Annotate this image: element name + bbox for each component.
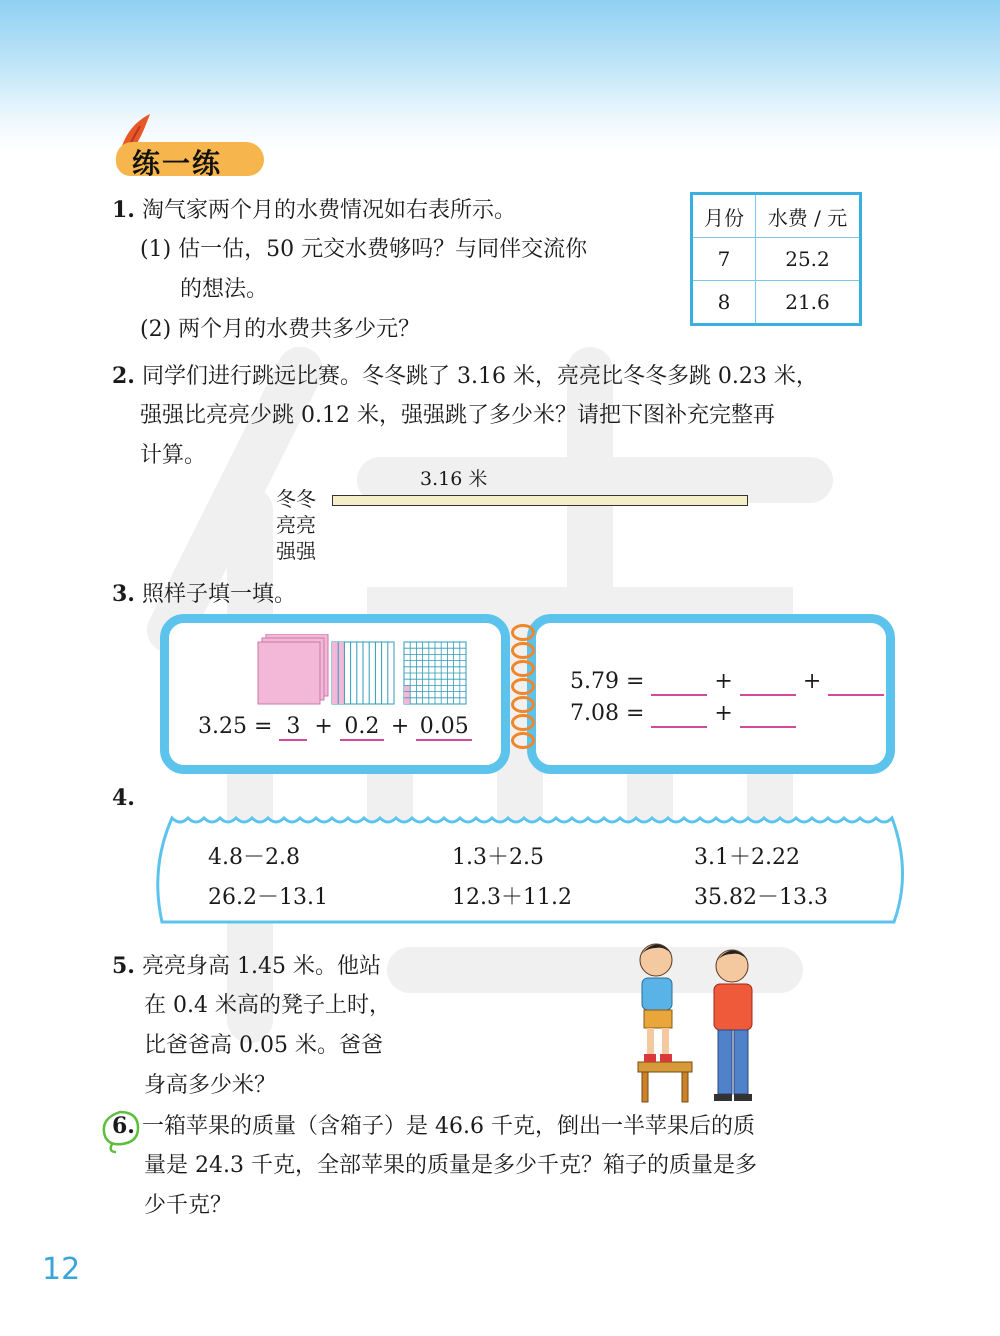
exercise1-lhs: 5.79 <box>570 669 619 694</box>
title-text: 练一练 <box>132 147 223 180</box>
q2-line3: 计算。 <box>140 443 207 468</box>
question-3 <box>112 574 296 615</box>
binder-ring <box>511 714 535 731</box>
answer-blank[interactable] <box>828 669 884 696</box>
table-header-fee: 水费 / 元 <box>756 194 861 238</box>
example-lhs: 3.25 <box>198 714 247 739</box>
binder-ring <box>511 732 535 749</box>
binder-ring <box>511 660 535 677</box>
table-cell: 8 <box>692 281 756 325</box>
binder-ring <box>511 696 535 713</box>
q1-sub1-line2: 的想法。 <box>180 277 269 302</box>
calc-item: 3.1＋2.22 <box>694 845 800 870</box>
answer-blank[interactable] <box>651 701 707 728</box>
q6-line1: 一箱苹果的质量（含箱子）是 46.6 千克，倒出一半苹果后的质 <box>141 1114 755 1139</box>
table-cell: 25.2 <box>756 238 861 281</box>
q3-number: 3. <box>112 581 135 607</box>
q1-sub2 <box>140 310 420 350</box>
exercise2-plus: + <box>714 701 733 726</box>
exercise-equation-1 <box>570 669 884 696</box>
example-eq: = <box>253 714 273 739</box>
q5-line4: 身高多少米？ <box>144 1073 277 1098</box>
example-answer-c: 0.05 <box>416 714 472 741</box>
q3-text: 照样子填一填。 <box>141 582 296 607</box>
q5-line3: 比爸爸高 0.05 米。爸爸 <box>144 1033 383 1058</box>
table-header-month: 月份 <box>692 194 756 238</box>
calc-item: 26.2－13.1 <box>208 885 328 910</box>
line-diagram-bar <box>332 495 748 506</box>
boy-and-father-illustration <box>620 938 770 1104</box>
table-row <box>692 281 861 325</box>
diagram-name-qiangqiang: 强强 <box>276 539 316 563</box>
binder-ring <box>511 624 535 641</box>
question-5 <box>112 946 381 987</box>
table-cell: 21.6 <box>756 281 861 325</box>
q1-sub2-text: 两个月的水费共多少元？ <box>178 317 421 342</box>
exercise1-plus: + <box>714 669 733 694</box>
binder-ring <box>511 678 535 695</box>
q1-sub1-label: (1) <box>140 237 172 262</box>
decimal-blocks-illustration <box>254 634 470 710</box>
table-cell: 7 <box>692 238 756 281</box>
table-row <box>692 238 861 281</box>
q4-number: 4. <box>112 785 135 811</box>
calc-item: 4.8－2.8 <box>208 845 300 870</box>
q2-line1: 同学们进行跳远比赛。冬冬跳了 3.16 米，亮亮比冬冬多跳 0.23 米， <box>141 364 818 389</box>
question-2 <box>112 356 818 397</box>
question-1 <box>112 190 516 231</box>
question-6 <box>112 1106 755 1147</box>
q5-line2: 在 0.4 米高的凳子上时， <box>144 993 391 1018</box>
example-plus: + <box>390 714 410 739</box>
example-answer-b: 0.2 <box>340 714 384 741</box>
binder-ring <box>511 642 535 659</box>
q1-sub1-line1: 估一估，50 元交水费够吗？与同伴交流你 <box>178 237 588 262</box>
question-4 <box>112 778 135 819</box>
exercise1-plus: + <box>802 669 822 694</box>
example-equation <box>198 714 472 741</box>
example-plus: + <box>314 714 333 739</box>
calc-item: 12.3＋11.2 <box>452 885 572 910</box>
example-answer-a: 3 <box>279 714 307 741</box>
table-header-row <box>692 194 861 238</box>
q2-line2: 强强比亮亮少跳 0.12 米，强强跳了多少米？请把下图补充完整再 <box>140 403 775 428</box>
exercise1-eq: = <box>625 669 645 694</box>
q6-line2: 量是 24.3 千克，全部苹果的质量是多少千克？箱子的质量是多 <box>144 1153 757 1178</box>
page-number: 12 <box>42 1252 81 1287</box>
q6-line3: 少千克？ <box>144 1193 233 1218</box>
calc-item: 1.3＋2.5 <box>452 845 544 870</box>
q5-line1: 亮亮身高 1.45 米。他站 <box>141 954 381 979</box>
line-diagram-length-label: 3.16 米 <box>420 468 488 490</box>
exercise2-eq: = <box>625 701 645 726</box>
q6-number: 6. <box>112 1113 135 1139</box>
q1-number: 1. <box>112 197 135 223</box>
diagram-name-dongdong: 冬冬 <box>276 487 316 511</box>
answer-blank[interactable] <box>651 669 707 696</box>
q2-number: 2. <box>112 363 135 389</box>
exercise2-lhs: 7.08 <box>570 701 619 726</box>
calc-item: 35.82－13.3 <box>694 885 828 910</box>
q1-sub1 <box>140 230 587 270</box>
q1-sub2-label: (2) <box>140 317 172 342</box>
water-fee-table <box>690 192 862 326</box>
q1-text: 淘气家两个月的水费情况如右表所示。 <box>141 198 516 223</box>
line-diagram-names <box>276 486 316 564</box>
q5-number: 5. <box>112 953 135 979</box>
diagram-name-liangliang: 亮亮 <box>276 513 316 537</box>
answer-blank[interactable] <box>740 669 796 696</box>
section-title <box>108 112 268 182</box>
answer-blank[interactable] <box>740 701 796 728</box>
exercise-equation-2 <box>570 701 796 728</box>
